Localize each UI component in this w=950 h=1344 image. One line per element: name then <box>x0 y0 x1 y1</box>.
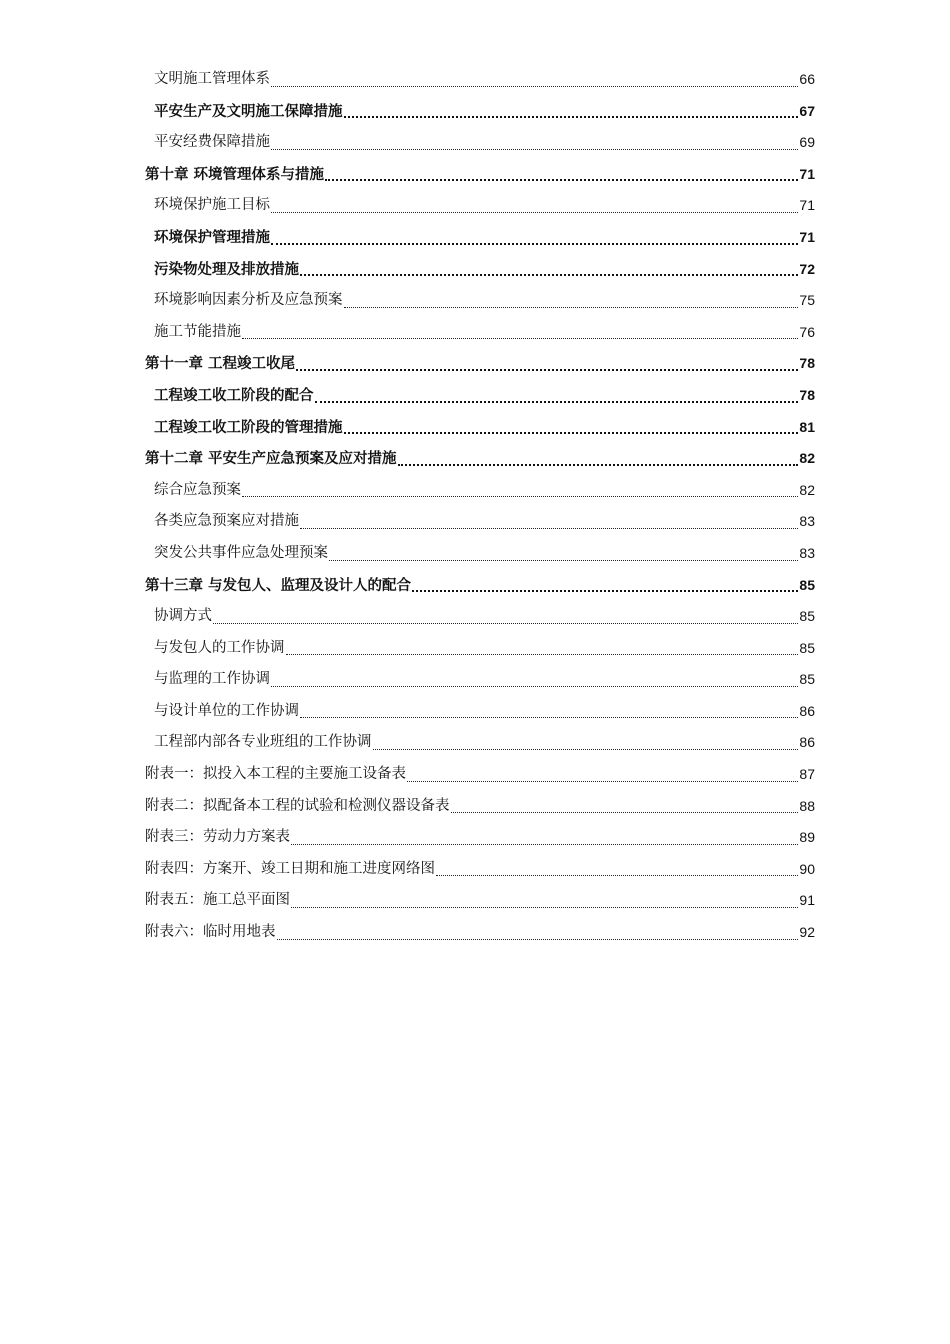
toc-entry[interactable] <box>145 285 815 317</box>
toc-entry-page: 76 <box>799 323 815 340</box>
toc-entry-page: 71 <box>799 197 815 214</box>
toc-entry-title: 第十章 环境管理体系与措施 <box>145 165 325 183</box>
toc-entry-title: 环境保护施工目标 <box>154 197 270 214</box>
toc-appendix-entry[interactable] <box>145 759 815 791</box>
toc-entry-page: 81 <box>799 418 815 435</box>
toc-appendix-entry[interactable] <box>145 885 815 917</box>
toc-entry-page: 88 <box>799 797 815 814</box>
toc-dot-leader <box>315 380 799 412</box>
toc-entry-title: 环境影响因素分析及应急预案 <box>154 292 343 309</box>
toc-dot-leader <box>300 696 798 728</box>
toc-dot-leader <box>271 127 798 159</box>
toc-dot-leader <box>271 222 798 254</box>
toc-entry-page: 66 <box>799 71 815 87</box>
toc-entry-title: 附表三：劳动力方案表 <box>145 829 290 846</box>
toc-dot-leader <box>412 570 798 602</box>
toc-entry[interactable] <box>145 475 815 507</box>
toc-dot-leader <box>325 159 798 191</box>
toc-dot-leader <box>277 917 799 949</box>
toc-entry-page: 92 <box>799 924 815 941</box>
toc-entry[interactable] <box>145 222 815 254</box>
toc-entry[interactable] <box>145 96 815 128</box>
toc-entry[interactable] <box>145 538 815 570</box>
toc-appendix-entry[interactable] <box>145 822 815 854</box>
toc-entry[interactable] <box>145 601 815 633</box>
toc-dot-leader <box>436 854 798 886</box>
toc-entry-title: 文明施工管理体系 <box>154 71 270 87</box>
toc-entry-title: 各类应急预案应对措施 <box>154 513 299 530</box>
toc-dot-leader <box>291 822 798 854</box>
toc-entry-title: 工程竣工收工阶段的配合 <box>154 386 314 404</box>
toc-entry-title: 与发包人的工作协调 <box>154 639 285 656</box>
toc-entry-title: 第十二章 平安生产应急预案及应对措施 <box>145 450 397 468</box>
toc-entry-page: 91 <box>799 892 815 909</box>
toc-entry-title: 附表五：施工总平面图 <box>145 892 290 909</box>
toc-entry-page: 82 <box>799 481 815 498</box>
toc-entry-title: 综合应急预案 <box>154 481 241 498</box>
toc-entry-title: 突发公共事件应急处理预案 <box>154 544 328 561</box>
toc-dot-leader <box>242 317 798 349</box>
toc-dot-leader <box>286 633 799 665</box>
toc-entry-page: 67 <box>799 102 815 119</box>
toc-appendix-entry[interactable] <box>145 854 815 886</box>
toc-dot-leader <box>344 96 799 128</box>
toc-dot-leader <box>242 475 798 507</box>
toc-entry-page: 72 <box>799 260 815 277</box>
toc-dot-leader <box>300 506 798 538</box>
toc-dot-leader <box>271 64 798 96</box>
toc-chapter-entry[interactable] <box>145 159 815 191</box>
toc-dot-leader <box>373 727 799 759</box>
toc-entry-page: 90 <box>799 860 815 877</box>
toc-entry[interactable] <box>145 64 815 96</box>
toc-entry-title: 第十一章 工程竣工收尾 <box>145 355 296 373</box>
toc-entry-title: 环境保护管理措施 <box>154 228 270 246</box>
toc-entry-page: 71 <box>799 165 815 182</box>
toc-entry[interactable] <box>145 380 815 412</box>
toc-dot-leader <box>296 348 798 380</box>
toc-entry[interactable] <box>145 254 815 286</box>
toc-dot-leader <box>271 664 798 696</box>
toc-dot-leader <box>213 601 798 633</box>
toc-entry-page: 71 <box>799 228 815 245</box>
toc-entry-page: 83 <box>799 544 815 561</box>
toc-entry[interactable] <box>145 727 815 759</box>
toc-entry-page: 78 <box>799 386 815 403</box>
toc-dot-leader <box>407 759 798 791</box>
toc-entry-title: 工程竣工收工阶段的管理措施 <box>154 418 343 436</box>
toc-entry-title: 附表一：拟投入本工程的主要施工设备表 <box>145 766 406 783</box>
toc-entry-title: 附表四：方案开、竣工日期和施工进度网络图 <box>145 860 435 877</box>
toc-entry-page: 89 <box>799 829 815 846</box>
toc-entry-page: 85 <box>799 639 815 656</box>
toc-entry-title: 施工节能措施 <box>154 323 241 340</box>
toc-entry-page: 85 <box>799 576 815 593</box>
toc-entry-page: 78 <box>799 355 815 372</box>
toc-entry-page: 86 <box>799 734 815 751</box>
table-of-contents <box>145 64 815 949</box>
toc-entry[interactable] <box>145 633 815 665</box>
toc-appendix-entry[interactable] <box>145 791 815 823</box>
toc-entry-page: 85 <box>799 671 815 688</box>
toc-entry-title: 平安经费保障措施 <box>154 134 270 151</box>
toc-entry[interactable] <box>145 664 815 696</box>
toc-chapter-entry[interactable] <box>145 348 815 380</box>
toc-entry-page: 87 <box>799 766 815 783</box>
toc-entry-page: 86 <box>799 702 815 719</box>
toc-dot-leader <box>291 885 798 917</box>
toc-chapter-entry[interactable] <box>145 570 815 602</box>
toc-entry[interactable] <box>145 190 815 222</box>
toc-dot-leader <box>344 412 799 444</box>
toc-entry[interactable] <box>145 506 815 538</box>
toc-appendix-entry[interactable] <box>145 917 815 949</box>
toc-entry[interactable] <box>145 412 815 444</box>
toc-dot-leader <box>329 538 798 570</box>
toc-entry-title: 与设计单位的工作协调 <box>154 702 299 719</box>
toc-chapter-entry[interactable] <box>145 443 815 475</box>
toc-dot-leader <box>451 791 799 823</box>
toc-entry[interactable] <box>145 696 815 728</box>
toc-entry[interactable] <box>145 127 815 159</box>
toc-entry-title: 第十三章 与发包人、监理及设计人的配合 <box>145 576 412 594</box>
toc-entry-title: 附表二：拟配备本工程的试验和检测仪器设备表 <box>145 797 450 814</box>
toc-entry[interactable] <box>145 317 815 349</box>
toc-entry-title: 污染物处理及排放措施 <box>154 260 299 278</box>
toc-entry-title: 附表六：临时用地表 <box>145 924 276 941</box>
toc-entry-title: 协调方式 <box>154 608 212 625</box>
toc-entry-title: 与监理的工作协调 <box>154 671 270 688</box>
toc-dot-leader <box>300 254 798 286</box>
toc-dot-leader <box>344 285 799 317</box>
toc-entry-page: 69 <box>799 134 815 151</box>
toc-entry-page: 82 <box>799 450 815 467</box>
toc-dot-leader <box>398 443 799 475</box>
toc-entry-title: 平安生产及文明施工保障措施 <box>154 102 343 120</box>
toc-dot-leader <box>271 190 798 222</box>
toc-entry-page: 83 <box>799 513 815 530</box>
toc-entry-page: 85 <box>799 608 815 625</box>
toc-entry-page: 75 <box>799 292 815 309</box>
toc-entry-title: 工程部内部各专业班组的工作协调 <box>154 734 372 751</box>
